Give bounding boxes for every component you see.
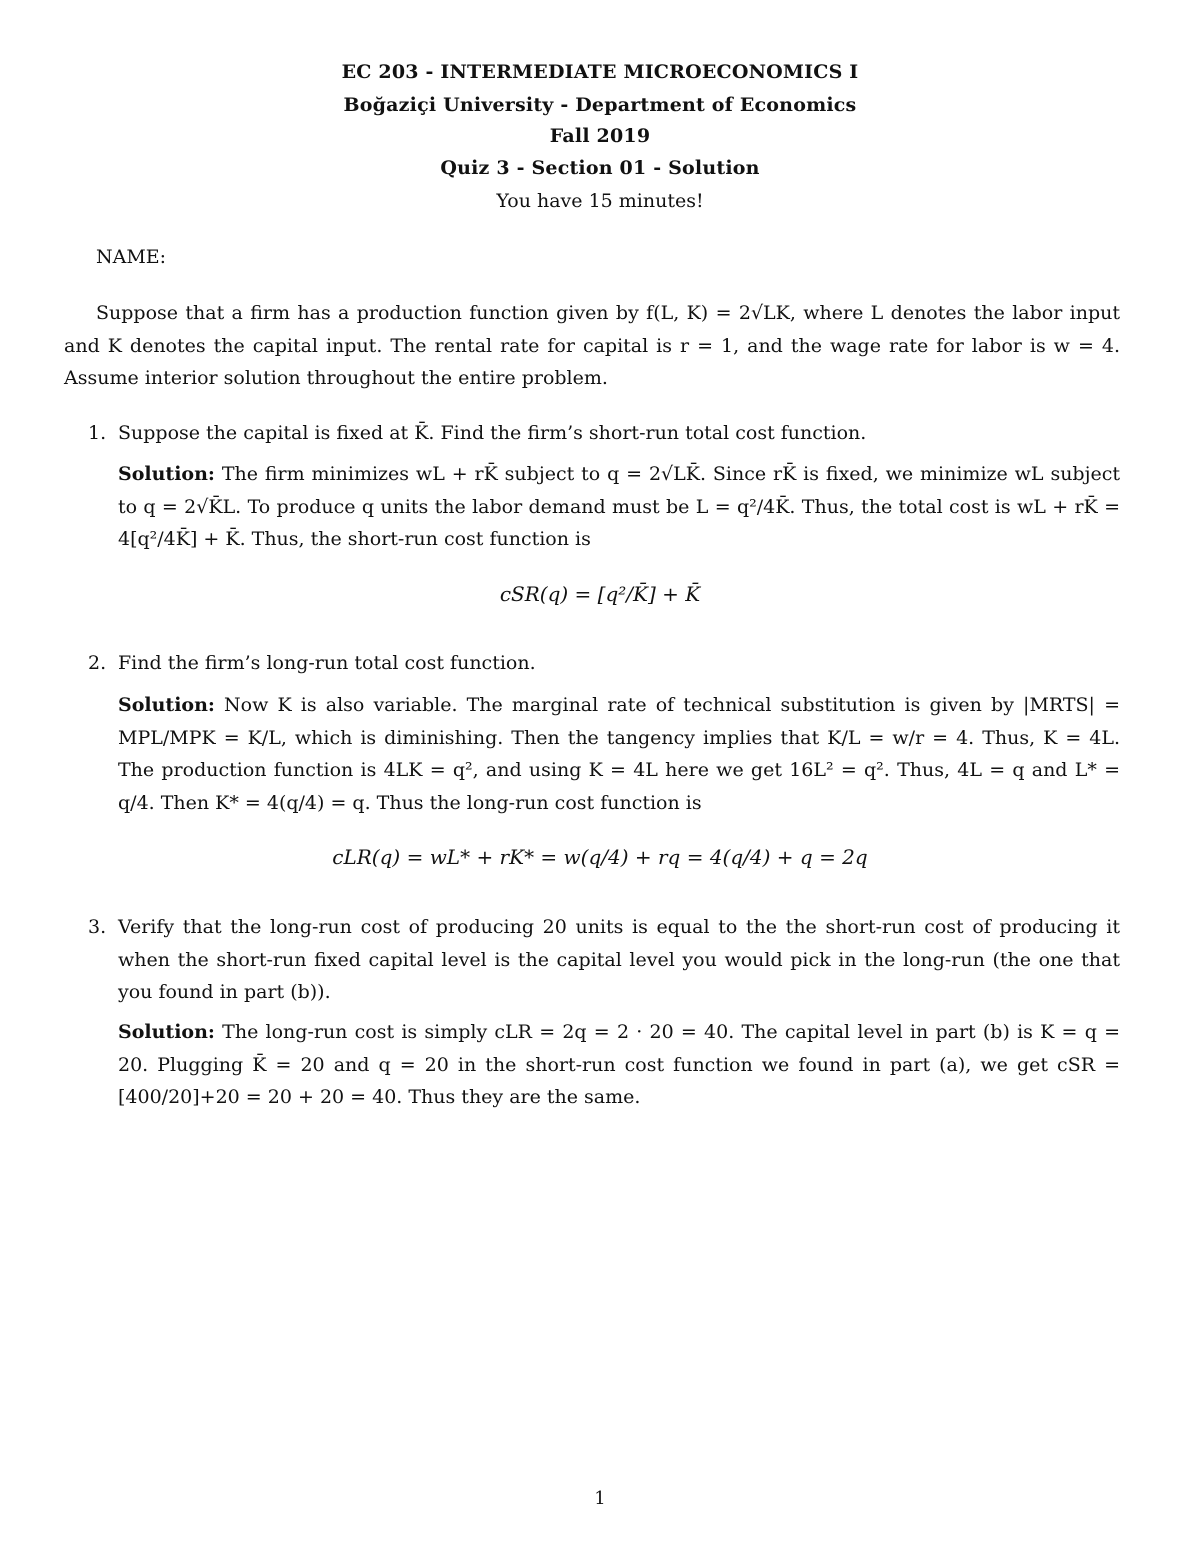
problem-intro-text: Suppose that a firm has a production function given by f(L, K) = 2√LK, where L denotes the labor input and K denotes the capital input. The rental rate for capital is r = 1, and the wage rate for labor is w = 4. Assume interior solution throughout the entire problem.	[64, 302, 1120, 389]
solution-text: The firm minimizes wL + rK̄ subject to q = 2√LK̄. Since rK̄ is fixed, we minimize wL subject to q = 2√K̄L. To produce q units the labor demand must be L = q²/4K̄. Thus, the total cost is wL + rK̄ = 4[q²/4K̄] + K̄. Thus, the short-run cost function is	[118, 463, 1121, 550]
solution-label: Solution:	[118, 463, 215, 485]
term-line: Fall 2019	[549, 125, 651, 147]
question-2-solution	[118, 689, 1120, 819]
question-3-text: Verify that the long-run cost of producing 20 units is equal to the the short-run cost of producing it when the short-run fixed capital level is the capital level you would pick in the long-run (the one that you found in part (b)).	[118, 916, 1120, 1003]
name-label: NAME:	[96, 246, 167, 268]
solution-text: The long-run cost is simply cLR = 2q = 2 · 20 = 40. The capital level in part (b) is K = q = 20. Plugging K̄ = 20 and q = 20 in the short-run cost function we found in part (a), we get cSR = [400/20]+20 = 20 + 20 = 40. Thus they are the same.	[118, 1021, 1121, 1108]
question-3-number: 3.	[88, 916, 107, 938]
question-3-solution	[118, 1016, 1120, 1114]
short-run-cost-equation: cSR(q) = [q²/K̄] + K̄	[499, 582, 701, 606]
quiz-line: Quiz 3 - Section 01 - Solution	[440, 157, 760, 179]
question-2-text: Find the firm’s long-run total cost function.	[118, 652, 536, 674]
solution-text: Now K is also variable. The marginal rate of technical substitution is given by |MRTS| = MPL/MPK = K/L, which is diminishing. Then the tangency implies that K/L = w/r = 4. Thus, K = 4L. The production function is 4LK = q², and using K = 4L here we get 16L² = q². Thus, 4L = q and L* = q/4. Then K* = 4(q/4) = q. Thus the long-run cost function is	[118, 694, 1120, 814]
long-run-cost-equation: cLR(q) = wL* + rK* = w(q/4) + rq = 4(q/4) + q = 2q	[332, 845, 868, 869]
university-line: Boğaziçi University - Department of Economics	[343, 94, 857, 116]
solution-label: Solution:	[118, 694, 215, 716]
question-1-solution	[118, 458, 1120, 556]
question-2-number: 2.	[88, 652, 107, 674]
solution-label: Solution:	[118, 1021, 215, 1043]
problem-intro	[64, 297, 1120, 395]
question-1-text: Suppose the capital is fixed at K̄. Find the firm’s short-run total cost function.	[118, 422, 867, 444]
time-note: You have 15 minutes!	[496, 190, 704, 212]
page-number: 1	[594, 1488, 606, 1509]
question-1-number: 1.	[88, 422, 107, 444]
course-title: EC 203 - INTERMEDIATE MICROECONOMICS I	[341, 61, 859, 83]
